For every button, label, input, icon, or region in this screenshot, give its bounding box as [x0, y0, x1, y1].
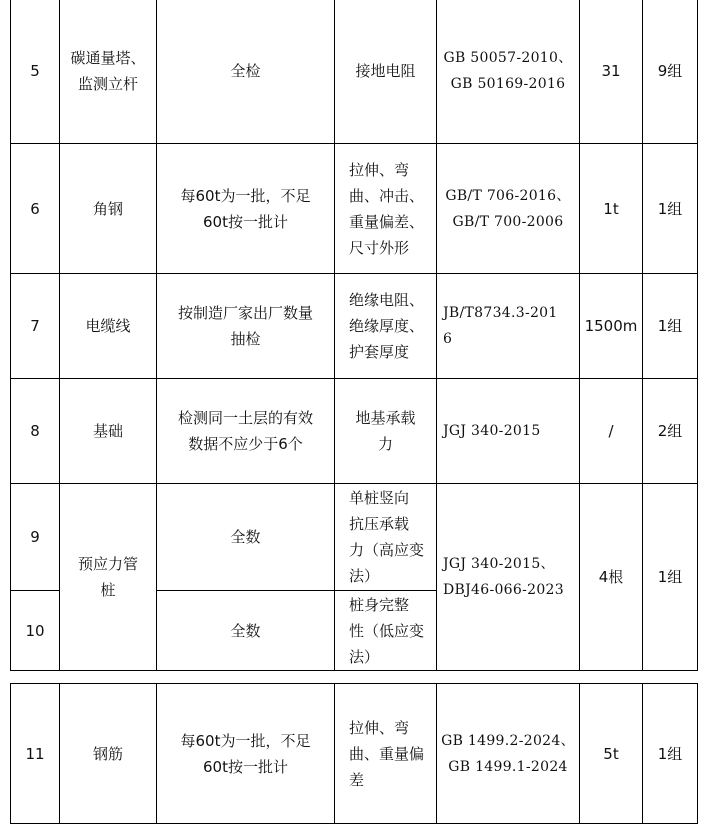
- table-row: [11, 484, 698, 591]
- cell-standard: GB/T 706-2016、 GB/T 700-2006: [437, 144, 580, 274]
- cell-quantity: /: [580, 379, 643, 484]
- table-row: [11, 379, 698, 484]
- cell-test-item: 地基承载 力: [335, 379, 437, 484]
- cell-name: 预应力管 桩: [60, 484, 157, 671]
- cell-no: 9: [11, 484, 60, 591]
- cell-standard: GB 50057-2010、 GB 50169-2016: [437, 0, 580, 144]
- cell-no: 10: [11, 591, 60, 671]
- cell-test-item: 拉伸、弯 曲、重量偏 差: [335, 684, 437, 824]
- inspection-table: [10, 0, 698, 671]
- cell-test-item: 拉伸、弯 曲、冲击、 重量偏差、 尺寸外形: [335, 144, 437, 274]
- cell-no: 8: [11, 379, 60, 484]
- cell-group: 1组: [643, 684, 698, 824]
- cell-name: 电缆线: [60, 274, 157, 379]
- cell-test-item: 桩身完整 性（低应变 法）: [335, 591, 437, 671]
- cell-test-item: 单桩竖向 抗压承载 力（高应变 法）: [335, 484, 437, 591]
- table-row: [11, 684, 698, 824]
- inspection-table-continued: [10, 683, 698, 824]
- cell-name: 碳通量塔、 监测立杆: [60, 0, 157, 144]
- cell-name: 角钢: [60, 144, 157, 274]
- cell-no: 5: [11, 0, 60, 144]
- cell-standard: GB 1499.2-2024、 GB 1499.1-2024: [437, 684, 580, 824]
- cell-name: 基础: [60, 379, 157, 484]
- cell-no: 11: [11, 684, 60, 824]
- cell-group: 2组: [643, 379, 698, 484]
- cell-group: 1组: [643, 484, 698, 671]
- cell-quantity: 5t: [580, 684, 643, 824]
- cell-frequency: 全检: [157, 0, 335, 144]
- cell-frequency: 按制造厂家出厂数量 抽检: [157, 274, 335, 379]
- cell-standard: JGJ 340-2015、 DBJ46-066-2023: [437, 484, 580, 671]
- table-row: [11, 144, 698, 274]
- cell-quantity: 4根: [580, 484, 643, 671]
- cell-frequency: 全数: [157, 484, 335, 591]
- cell-standard: JGJ 340-2015: [437, 379, 580, 484]
- cell-test-item: 绝缘电阻、 绝缘厚度、 护套厚度: [335, 274, 437, 379]
- cell-frequency: 每60t为一批，不足 60t按一批计: [157, 144, 335, 274]
- table-row: [11, 274, 698, 379]
- cell-test-item: 接地电阻: [335, 0, 437, 144]
- cell-name: 钢筋: [60, 684, 157, 824]
- cell-frequency: 每60t为一批，不足 60t按一批计: [157, 684, 335, 824]
- cell-quantity: 1500m: [580, 274, 643, 379]
- cell-frequency: 全数: [157, 591, 335, 671]
- cell-no: 6: [11, 144, 60, 274]
- cell-group: 1组: [643, 144, 698, 274]
- cell-quantity: 1t: [580, 144, 643, 274]
- cell-frequency: 检测同一土层的有效 数据不应少于6个: [157, 379, 335, 484]
- cell-group: 9组: [643, 0, 698, 144]
- cell-no: 7: [11, 274, 60, 379]
- cell-quantity: 31: [580, 0, 643, 144]
- cell-group: 1组: [643, 274, 698, 379]
- table-row: [11, 0, 698, 144]
- cell-standard: JB/T8734.3-201 6: [437, 274, 580, 379]
